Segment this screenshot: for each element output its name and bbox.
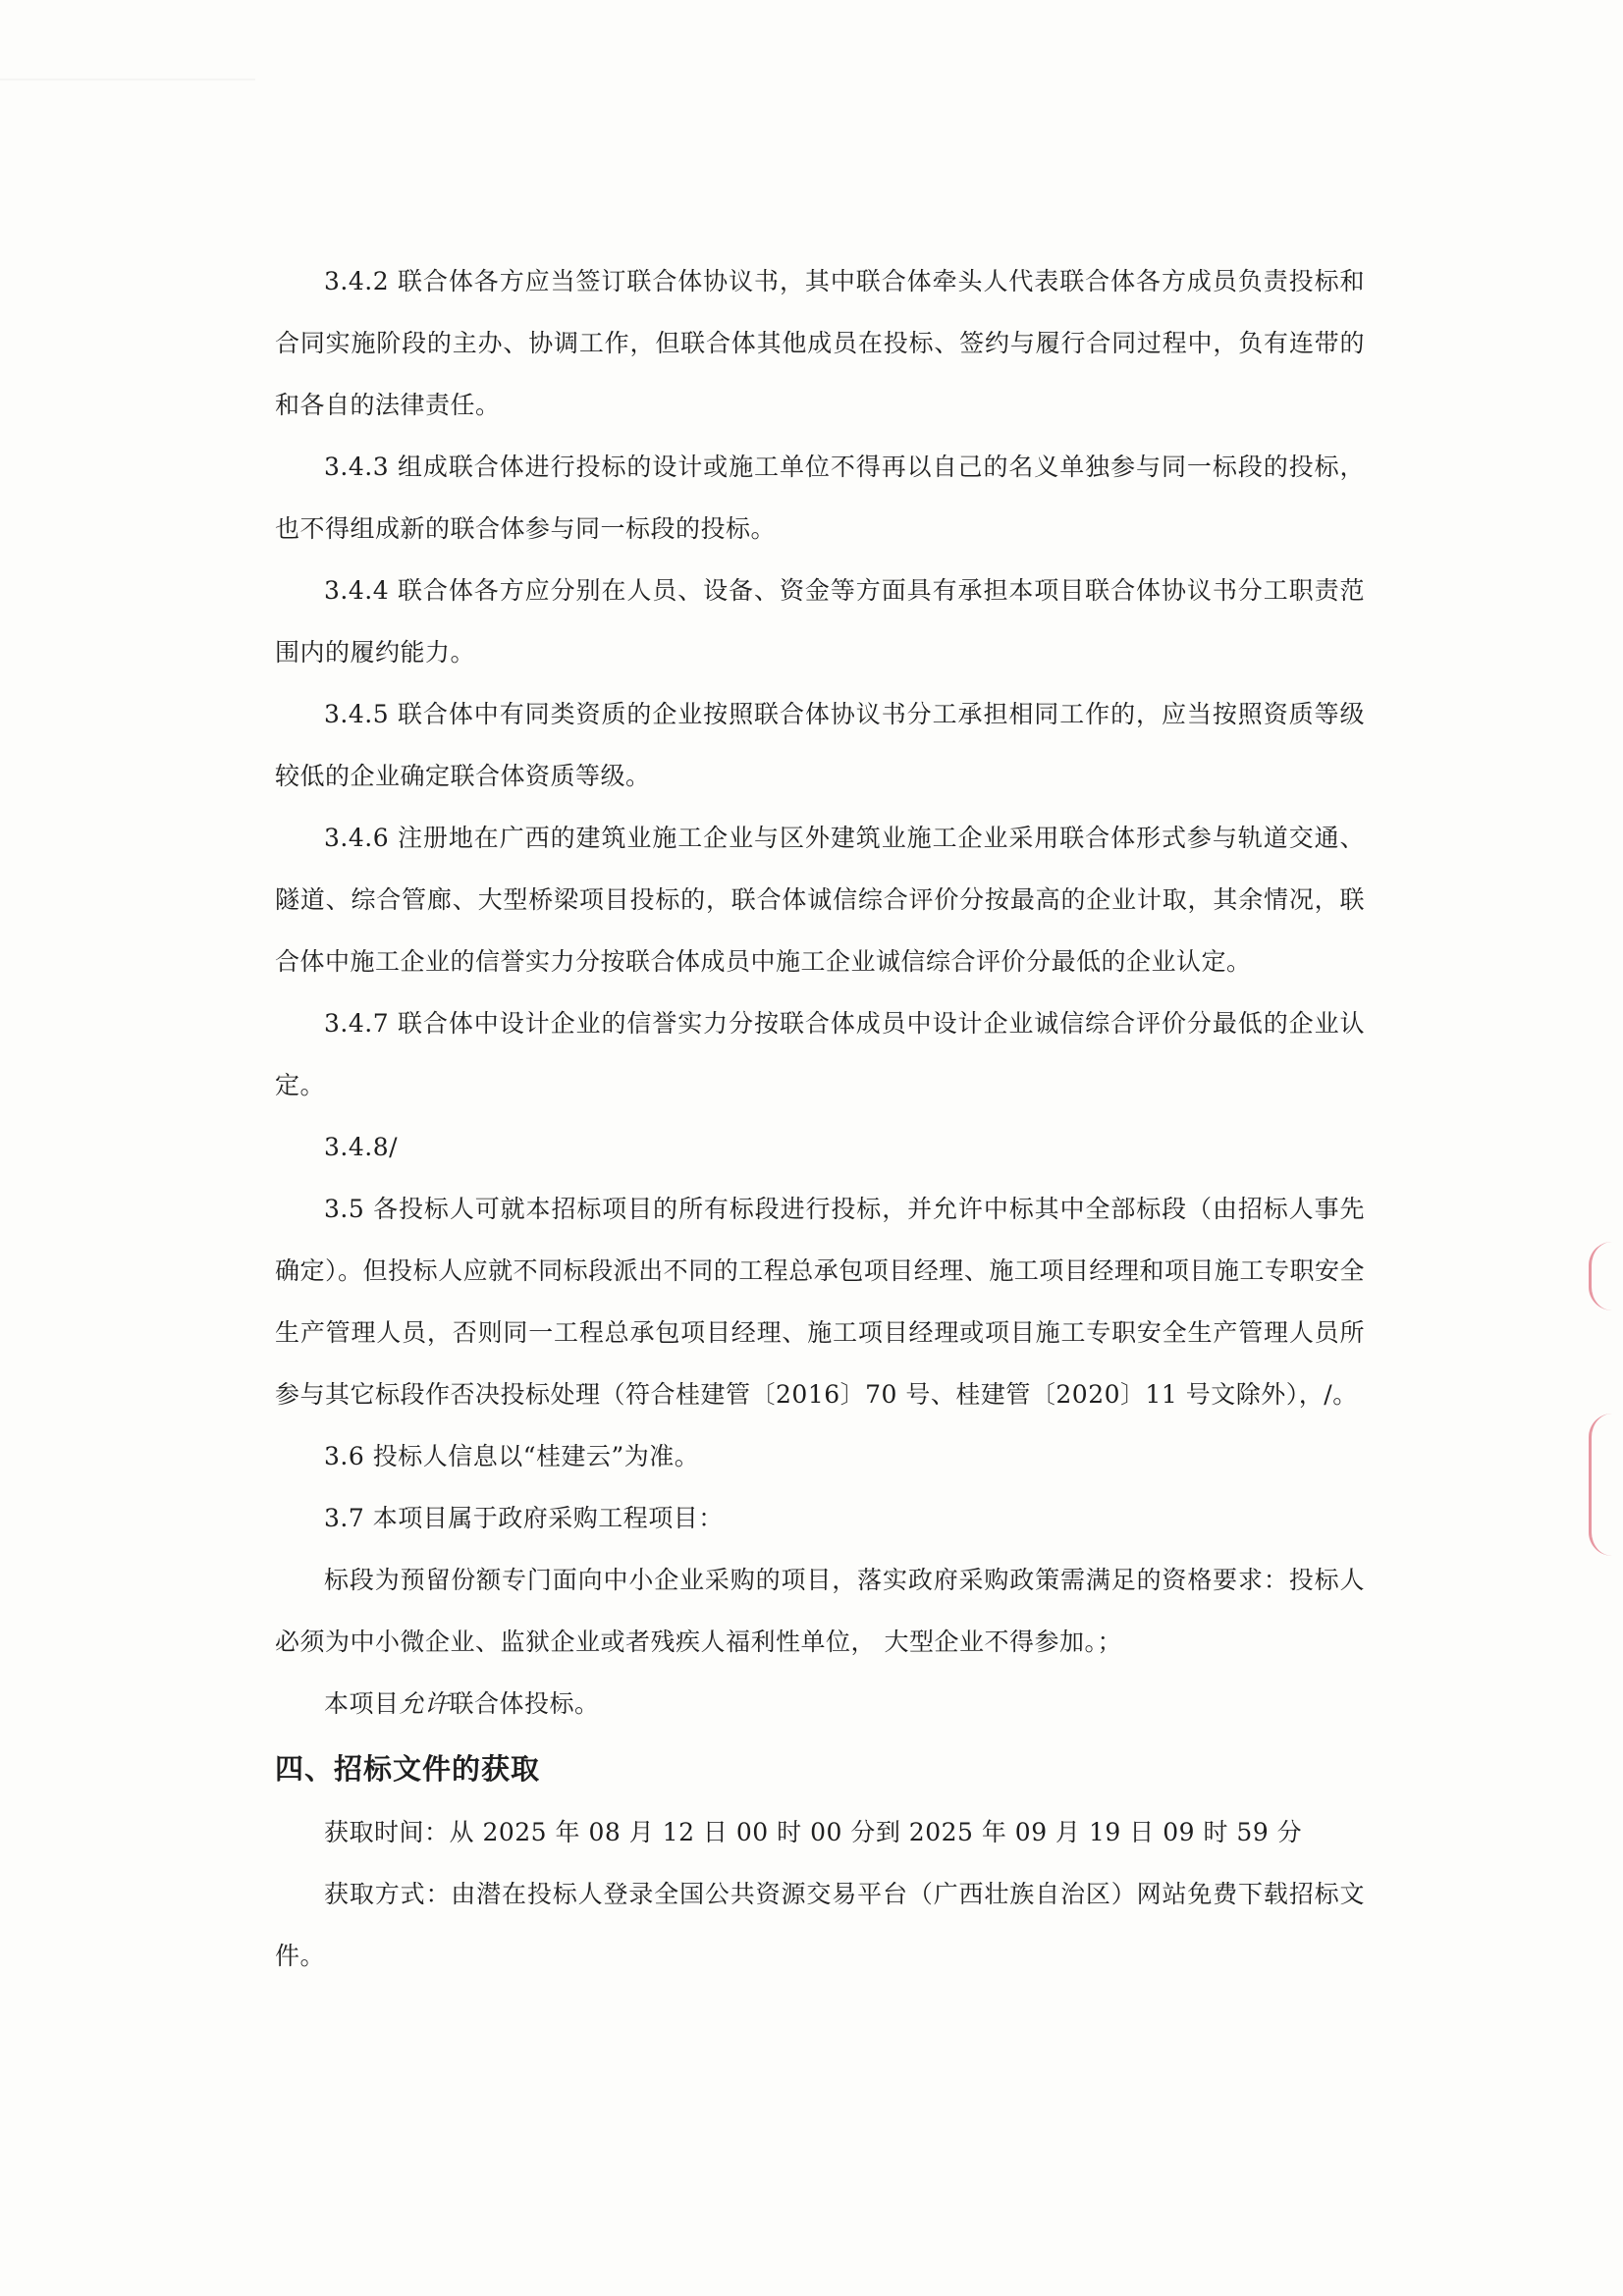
- paragraph-3-4-5: 3.4.5 联合体中有同类资质的企业按照联合体协议书分工承担相同工作的，应当按照资质等级较低的企业确定联合体资质等级。: [275, 700, 1365, 790]
- paragraph-3-4-6: 3.4.6 注册地在广西的建筑业施工企业与区外建筑业施工企业采用联合体形式参与轨道交通、隧道、综合管廊、大型桥梁项目投标的，联合体诚信综合评价分按最高的企业计取，其余情况，联合体中施工企业的信誉实力分按联合体成员中施工企业诚信综合评价分最低的企业认定。: [275, 824, 1365, 976]
- paragraph-3-4-2: 3.4.2 联合体各方应当签订联合体协议书，其中联合体牵头人代表联合体各方成员负责投标和合同实施阶段的主办、协调工作，但联合体其他成员在投标、签约与履行合同过程中，负有连带的和各自的法律责任。: [275, 267, 1365, 419]
- seal-stamp-fragment-bottom: [1589, 1414, 1623, 1556]
- paragraph-3-7: 3.7 本项目属于政府采购工程项目：: [324, 1504, 724, 1532]
- seal-stamp-fragment-top: [1589, 1242, 1623, 1310]
- consortium-prefix: 本项目: [324, 1689, 400, 1718]
- acquisition-method: 获取方式：由潜在投标人登录全国公共资源交易平台（广西壮族自治区）网站免费下载招标文件。: [275, 1880, 1365, 1970]
- paragraph-3-7-requirement: 标段为预留份额专门面向中小企业采购的项目，落实政府采购政策需满足的资格要求：投标人必须为中小微企业、监狱企业或者残疾人福利性单位， 大型企业不得参加。；: [275, 1566, 1365, 1656]
- document-body: [275, 250, 1365, 1987]
- consortium-suffix: 联合体投标。: [449, 1689, 600, 1718]
- scan-artifact: [0, 79, 255, 80]
- paragraph-3-4-3: 3.4.3 组成联合体进行投标的设计或施工单位不得再以自己的名义单独参与同一标段的投标，也不得组成新的联合体参与同一标段的投标。: [275, 453, 1365, 543]
- section-4-title: 四、招标文件的获取: [275, 1752, 541, 1786]
- consortium-allowed: 允许: [399, 1689, 450, 1718]
- paragraph-3-4-8: 3.4.8/: [324, 1133, 399, 1161]
- paragraph-3-6: 3.6 投标人信息以“桂建云”为准。: [324, 1442, 700, 1470]
- paragraph-3-4-4: 3.4.4 联合体各方应分别在人员、设备、资金等方面具有承担本项目联合体协议书分工职责范围内的履约能力。: [275, 576, 1365, 667]
- paragraph-3-4-7: 3.4.7 联合体中设计企业的信誉实力分按联合体成员中设计企业诚信综合评价分最低的企业认定。: [275, 1009, 1365, 1099]
- acquisition-time: 获取时间：从 2025 年 08 月 12 日 00 时 00 分到 2025 年 09 月 19 日 09 时 59 分: [324, 1818, 1303, 1846]
- paragraph-3-5: 3.5 各投标人可就本招标项目的所有标段进行投标，并允许中标其中全部标段（由招标人事先确定）。但投标人应就不同标段派出不同的工程总承包项目经理、施工项目经理和项目施工专职安全生产管理人员，否则同一工程总承包项目经理、施工项目经理或项目施工专职安全生产管理人员所参与其它标段作否决投标处理（符合桂建管〔2016〕70 号、桂建管〔2020〕11 号文除外），/。: [275, 1195, 1365, 1409]
- paragraph-3-7-consortium: [275, 1673, 1365, 1735]
